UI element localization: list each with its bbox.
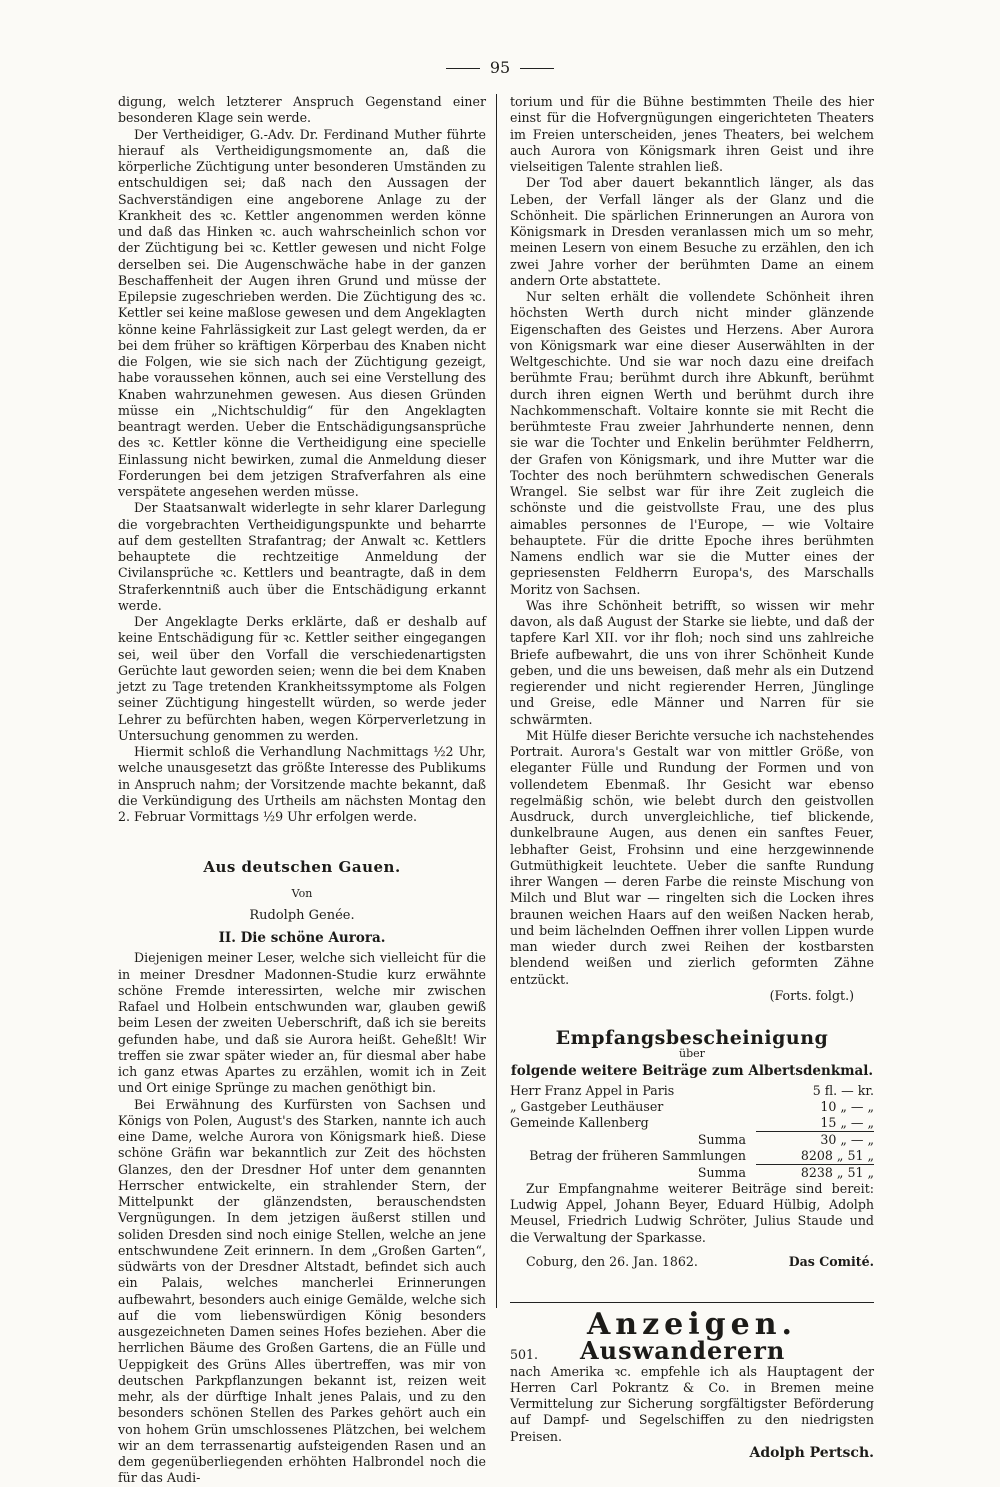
donation-row — [510, 1115, 874, 1132]
summa-label: Summa — [697, 1131, 746, 1147]
aurora-paragraph: Mit Hülfe dieser Berichte versuche ich nachstehendes Portrait. Aurora's Gestalt war von mittler Größe, von eleganter Fülle und Rundung der Formen und von vollendetem Ebenmaß. Ihr Gesicht war ebenso regelmäßig schön, wie belebt durch den geistvollen Ausdruck, durch unvergleichliche, tief blickende, dunkelbraune Augen, aus denen ein sanftes Feuer, lebhafter Geist, Frohsinn und eine herzgewinnende Gutmüthigkeit leuchtete. Ueber die sanfte Rundung ihrer Wangen — deren Farbe die reinste Mischung von Milch und Blut war — ringelten sich die Locken ihres braunen weichen Haars auf den weißen Nacken herab, und beim lächelnden Oeffnen ihrer vollen Lippen wurde man wieder durch zwei Reihen der kostbarsten blendend weißen und zierlich geformten Zähne entzückt. — [510, 727, 874, 987]
receipt-footer — [510, 1254, 874, 1270]
donor-amount: 15 „ — „ — [820, 1114, 874, 1130]
byline-author: Rudolph Genée. — [249, 907, 355, 923]
ad-signature: Adolph Pertsch. — [749, 1444, 874, 1461]
receipt-ueber: über — [679, 1047, 705, 1061]
left-column — [118, 94, 486, 1487]
donor-name: „ Gastgeber Leuthäuser — [510, 1098, 664, 1114]
page-number-dash-right — [520, 68, 554, 69]
ads-title: Anzeigen. — [587, 1307, 797, 1342]
donor-name: Herr Franz Appel in Paris — [510, 1082, 675, 1098]
ads-divider — [510, 1302, 874, 1303]
court-paragraph: Der Angeklagte Derks erklärte, daß er deshalb auf keine Entschädigung für ꝛc. Kettler seither eingegangen sei, weil über den Vorfall die verschiedenartigsten Gerüchte laut geworden seien; wenn die bei dem Knaben jetzt zu Tage tretenden Krankheitssymptome als Folgen seiner Züchtigung hingestellt würden, so werde jeder Lehrer zu befürchten haben, wegen Körperverletzung in Untersuchung genommen zu werden. — [118, 614, 486, 743]
receipt-title: Empfangsbescheinigung — [555, 1027, 829, 1049]
page-number: 95 — [489, 58, 511, 77]
donation-table — [510, 1083, 874, 1181]
chapter-title-text: II. Die schöne Aurora. — [218, 930, 386, 946]
ad-body: nach Amerika ꝛc. empfehle ich als Hauptagent der Herren Carl Pokrantz & Co. in Bremen meine Vermittelung zur Sicherung sorgfältigster Beförderung auf Dampf- und Segelschiffen zu den niedrigsten Preisen. — [510, 1363, 874, 1444]
aurora-paragraph: Nur selten erhält die vollendete Schönheit ihren höchsten Werth durch nicht minder glänzende Eigenschaften des Geistes und Herzens. Aber Aurora von Königsmark war eine dieser Auserwählten in der Weltgeschichte. Und sie war noch dazu eine dreifach berühmte Frau; berühmt durch ihre Abkunft, berühmt durch ihren eignen Werth und berühmt durch ihre Nachkommenschaft. Voltaire konnte sie mit Recht die berühmteste Frau zweier Jahrhunderte nennen, denn sie war die Tochter und Enkelin berühmter Feldherrn, der Grafen von Königsmark, und ihre Mutter war die Tochter des noch berühmtern schwedischen Generals Wrangel. Sie selbst war für ihre Zeit zugleich die schönste und die geistvollste Frau, une des plus aimables personnes de l'Europe, — wie Voltaire behauptete. Für die dritte Epoche ihres berühmten Namens endlich war sie die Mutter eines der gepriesensten Feldherrn Europa's, des Marschalls Moritz von Sachsen. — [510, 289, 874, 597]
ad-header — [510, 1336, 874, 1366]
court-paragraph: Hiermit schloß die Verhandlung Nachmittags ½2 Uhr, welche unausgesetzt das größte Interesse des Publikums in Anspruch nahm; der Vorsitzende machte bekannt, daß die Verkündigung des Urtheils am nächsten Montag den 2. Februar Vormittags ½9 Uhr erfolgen werde. — [118, 744, 486, 824]
right-column — [510, 94, 874, 1461]
prior-row — [510, 1148, 874, 1165]
prior-amount: 8208 „ 51 „ — [800, 1147, 874, 1163]
court-paragraph: Der Vertheidiger, G.-Adv. Dr. Ferdinand Muther führte hierauf als Vertheidigungsmomente an, daß die körperliche Züchtigung unter besonderen Umständen zu entschuldigen sei; daß nach den Aussagen der Sachverständigen eine angeborene Anlage zu der Krankheit des ꝛc. Kettler angenommen werden könne und daß das Hinken ꝛc. auch wahrscheinlich schon vor der Züchtigung bei ꝛc. Kettler gewesen und nicht Folge derselben sei. Die Augenschwäche habe in der ganzen Beschaffenheit der Augen ihren Grund und müsse der Epilepsie zugeschrieben werden. Die Züchtigung des ꝛc. Kettler sei keine maßlose gewesen und dem Angeklagten könne keine Fahrlässigkeit zur Last gelegt werden, da er bei dem früher so kräftigen Körperbau des Knaben nicht die Folgen, wie sie sich nach der Züchtigung gezeigt, habe voraussehen können, auch sei eine Verstellung des Knaben wahrzunehmen gewesen. Aus diesen Gründen müsse ein „Nichtschuldig“ für den Angeklagten beantragt werden. Ueber die Entschädigungsansprüche des ꝛc. Kettler könne die Vertheidigung eine specielle Einlassung nicht bewirken, zumal die Anmeldung dieser Forderungen bei dem jetzigen Strafverfahren als eine verspätete angesehen werden müsse. — [118, 126, 486, 499]
summa-amount: 30 „ — „ — [756, 1131, 874, 1148]
byline-von: Von — [291, 886, 313, 900]
chapter-title — [118, 930, 486, 946]
receipt-signature: Das Comité. — [788, 1253, 874, 1269]
summa-row — [510, 1164, 874, 1181]
continuation-note: (Forts. folgt.) — [769, 987, 854, 1003]
donor-name: Gemeinde Kallenberg — [510, 1115, 649, 1130]
ad-number: 501. — [510, 1347, 539, 1363]
donation-row — [510, 1099, 874, 1115]
aurora-paragraph: Was ihre Schönheit betrifft, so wissen wir mehr davon, als daß August der Starke sie liebte, und daß der tapfere Karl XII. vor ihr floh; noch sind uns zahlreiche Briefe aufbewahrt, die uns von ihrer Schönheit Kunde geben, und die uns beweisen, daß mehr als ein Dutzend regierender und nicht regierender Herren, Jünglinge und Greise, edle Männer und Narren für sie schwärmten. — [510, 597, 874, 727]
donor-amount: 10 „ — „ — [820, 1098, 874, 1114]
court-paragraph: digung, welch letzterer Anspruch Gegenstand einer besonderen Klage sein werde. — [118, 94, 486, 126]
summa-label: Summa — [697, 1164, 746, 1180]
donor-amount: 5 fl. — kr. — [812, 1082, 874, 1098]
aurora-paragraph: Bei Erwähnung des Kurfürsten von Sachsen und Königs von Polen, August's des Starken, nannte ich auch eine Dame, welche Aurora von Königsmark hieß. Diese schöne Gräfin war bekanntlich zur Zeit des höchsten Glanzes, den der Dresdner Hof unter dem genannten Herrscher entwickelte, ein strahlender Stern, der Mittelpunkt der glänzendsten, berauschendsten Vergnügungen. In dem jetzigen äußerst stillen und soliden Dresden sind noch einige Stellen, welche an jene entschwundene Zeit erinnern. In dem „Großen Garten“, südwärts von der Dresdner Altstadt, befindet sich auch ein Palais, welches mancherlei Erinnerungen aufbewahrt, besonders auch einige Gemälde, welche sich auf die vom liebenswürdigen König besonders ausgezeichneten Damen seines Hofes beziehen. Aber die herrlichen Bäume des Großen Gartens, die an Fülle und Ueppigkeit des Grüns Alles übertreffen, was mir von deutschen Parkpflanzungen bekannt ist, reizen weit mehr, als der dürftige Inhalt jenes Palais, und zu den besonders schönen Stellen des Parkes gehört auch ein von hohem Grün umschlossenes Plätzchen, bei welchem wir an dem terrassenartig aufsteigenden Rasen und an dem gegenüberliegenden erhöhten Halbrondel noch die für das Audi- — [118, 1096, 486, 1486]
court-paragraph: Der Staatsanwalt widerlegte in sehr klarer Darlegung die vorgebrachten Vertheidigungspunkte und beharrte auf dem gestellten Strafantrag; der Anwalt ꝛc. Kettlers behauptete die rechtzeitige Anmeldung der Civilansprüche ꝛc. Kettlers und beantragte, daß in dem Straferkenntniß auch über die Entschädigung erkannt werde. — [118, 500, 486, 613]
aurora-paragraph: Der Tod aber dauert bekanntlich länger, als das Leben, der Verfall länger als der Glanz und die Schönheit. Die spärlichen Erinnerungen an Aurora von Königsmark in Dresden veranlassen mich um so mehr, meinen Lesern von einem Besuche zu erzählen, den ich zwei Jahre vorher der berühmten Dame an einem andern Orte abstattete. — [510, 175, 874, 288]
summa-amount: 8238 „ 51 „ — [756, 1164, 874, 1181]
page-number-line — [0, 58, 1000, 77]
receipt-date: Coburg, den 26. Jan. 1862. — [526, 1253, 698, 1269]
donation-row — [510, 1083, 874, 1099]
receipt-subtitle: folgende weitere Beiträge zum Albertsdenkmal. — [510, 1062, 874, 1079]
aurora-paragraph: torium und für die Bühne bestimmten Theile des hier einst für die Hofvergnügungen eingerichteten Theaters im Freien unterscheiden, jenes Theaters, bei welchem auch Aurora von Königsmark ihren Geist und ihre vielseitigen Talente strahlen ließ. — [510, 94, 874, 174]
section-title: Aus deutschen Gauen. — [203, 858, 401, 877]
prior-label: Betrag der früheren Sammlungen — [529, 1148, 746, 1163]
ad-headline: Auswanderern — [580, 1336, 786, 1366]
column-divider — [496, 94, 497, 1308]
summa-row — [510, 1131, 874, 1148]
aurora-paragraph: Diejenigen meiner Leser, welche sich vielleicht für die in meiner Dresdner Madonnen-Studie kurz erwähnte schöne Fremde interessirten, welche mir zwischen Rafael und Holbein entschwunden war, glauben gewiß beim Lesen der zweiten Ueberschrift, daß ich sie bereits gefunden habe, und daß sie Aurora heißt. Geheßlt! Wir treffen sie zwar später wieder an, für diesmal aber habe ich ganz etwas Apartes zu erzählen, womit ich in Zeit und Ort einige Sprünge zu machen genöthigt bin. — [118, 950, 486, 1096]
page-number-dash-left — [446, 68, 480, 69]
receipt-note: Zur Empfangnahme weiterer Beiträge sind bereit: Ludwig Appel, Johann Beyer, Eduard Hülbig, Adolph Meusel, Friedrich Ludwig Schröter, Julius Staude und die Verwaltung der Sparkasse. — [510, 1180, 874, 1245]
